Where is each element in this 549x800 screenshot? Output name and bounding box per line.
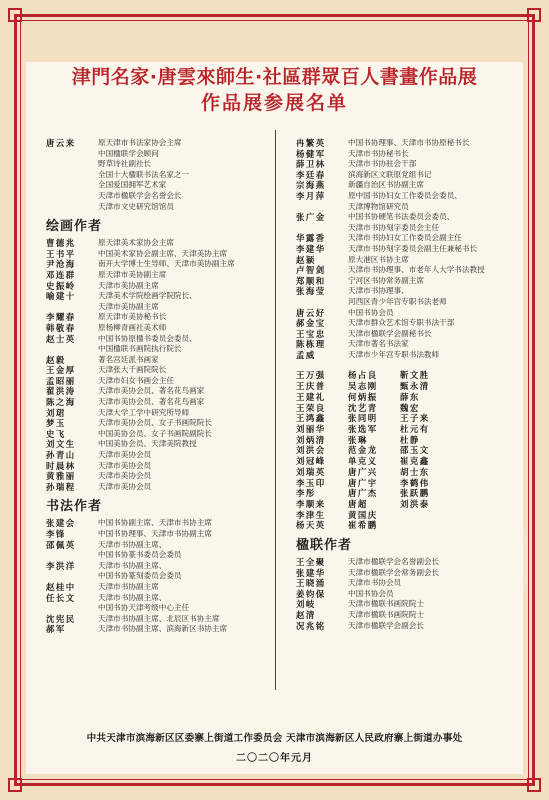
list-item: [46, 355, 270, 366]
list-item: [46, 159, 270, 170]
list-item: [46, 149, 270, 160]
list-item: [296, 329, 516, 340]
list-item: [296, 202, 516, 213]
artist-title: 中国美协会员、天津美院教授: [98, 439, 197, 449]
artist-name: 邵佩英: [46, 539, 76, 550]
list-item: [296, 610, 516, 621]
name-grid-row: [296, 467, 516, 478]
artist-title: 中国书协原楹书委员会委员、: [98, 333, 197, 343]
artist-name: 卢智剑: [296, 265, 326, 276]
artist-name: 王晓涌: [296, 578, 326, 589]
artist-title: 天津博物馆研究员: [348, 201, 409, 211]
list-item: [46, 450, 270, 461]
list-item: [296, 244, 516, 255]
artist-title: 天津市书协刻字委员会主任: [348, 222, 440, 232]
member-name: 唐超: [348, 498, 368, 509]
name-grid-row: [296, 445, 516, 456]
artist-title: 天津市楹联学会副会长: [348, 620, 424, 630]
member-name: 张跃鹏: [400, 488, 430, 499]
artist-name: [46, 191, 98, 202]
artist-title: 宁河区书协常务副主席: [348, 275, 424, 285]
member-name: 崔克鑫: [400, 456, 430, 467]
name-grid-row: [296, 435, 516, 446]
artist-title: 原天津市美协秘书长: [98, 312, 167, 322]
artist-name: 宗海燕: [296, 180, 326, 191]
artist-name: 华露香: [296, 233, 326, 244]
artist-name: 王宝忠: [296, 328, 326, 339]
list-item: [46, 397, 270, 408]
artist-title: 天津市楹联书画院院士: [348, 599, 424, 609]
artist-title: 天津市楹联学会副秘书长: [348, 328, 432, 338]
list-item: [296, 223, 516, 234]
poster-subtitle: 作品展参展名单: [200, 92, 348, 114]
artist-title: 天津市书协驻会干部: [348, 159, 417, 169]
artist-name: 刘岐: [296, 599, 316, 610]
artist-name: 李锋: [46, 529, 66, 539]
list-item: [296, 265, 516, 276]
artist-name: 史飞: [46, 428, 66, 439]
artist-title: 天津市美协会员: [98, 460, 152, 470]
name-grid-row: [296, 499, 516, 510]
artist-title: 天津市楹联学会常务副会长: [348, 567, 440, 577]
artist-title: 全国十大楹联书法名家之一: [98, 169, 190, 179]
artist-name: 陈之海: [46, 397, 76, 408]
artist-name: [46, 170, 98, 181]
date-line: 二〇二〇年元月: [236, 753, 313, 764]
list-item: [46, 344, 270, 355]
artist-name: 冉繁英: [296, 138, 326, 148]
artist-name: 李洪洋: [46, 560, 76, 571]
artist-name: [296, 297, 348, 308]
artist-title: 天津市美协副主席: [98, 280, 159, 290]
artist-name: 张建华: [296, 567, 326, 578]
painting-section-header: 绘画作者: [46, 219, 103, 235]
artist-name: 孙瑞程: [46, 481, 76, 492]
list-item: [46, 191, 270, 202]
member-name: 王建礼: [296, 391, 326, 402]
artist-name: [46, 550, 98, 561]
list-item: [46, 180, 270, 191]
member-name: 张同明: [348, 413, 378, 424]
artist-title: 天津市书协副主席、: [98, 560, 167, 570]
list-item: [296, 308, 516, 319]
member-name: 胡士东: [400, 466, 430, 477]
list-item: [46, 624, 270, 635]
member-name: 刘瑞英: [296, 466, 326, 477]
member-name: 李彤: [296, 488, 316, 499]
member-name: 李顺来: [296, 498, 326, 509]
artist-title: 中国书协副主席、天津市书协主席: [98, 518, 212, 528]
name-grid-row: [296, 520, 516, 531]
member-name: 唐广宇: [348, 477, 378, 488]
artist-name: 郝金宝: [296, 318, 326, 329]
member-name: 张选军: [348, 423, 378, 434]
artist-title: 天津市群众艺术馆专职书法干部: [348, 318, 455, 328]
list-item: [46, 439, 270, 450]
list-item: [46, 603, 270, 614]
list-item: [46, 518, 270, 529]
list-item: [296, 286, 516, 297]
artist-name: 王全聚: [296, 557, 326, 568]
artist-name: [46, 159, 98, 170]
artist-name: 张建会: [46, 518, 76, 529]
corner-ornament: [527, 8, 541, 22]
artist-title: 原大港区书协主席: [348, 254, 409, 264]
list-item: [46, 138, 270, 149]
artist-title: 中国美协会员、女子书画院副院长: [98, 428, 212, 438]
member-name: 靳文胜: [400, 370, 430, 381]
artist-name: 郑顺和: [296, 275, 326, 286]
list-item: [296, 191, 516, 202]
artist-title: 天津市书协副主席、北辰区书协主席: [98, 613, 220, 623]
artist-name: [46, 202, 98, 213]
artist-name: [46, 344, 98, 355]
artist-name: 黄雅丽: [46, 471, 76, 482]
artist-name: [296, 223, 348, 234]
artist-name: 张海莹: [296, 286, 326, 297]
artist-name: 赵颖: [296, 254, 316, 265]
artist-name: 张广金: [296, 212, 326, 223]
list-item: [296, 276, 516, 287]
member-name: 黄国庆: [348, 509, 378, 520]
poster-title: 津門名家·唐雲來師生·社區群眾百人書畫作品展: [71, 66, 478, 88]
list-item: [46, 550, 270, 561]
member-name: 刘炳清: [296, 434, 326, 445]
artist-name: 李廷春: [296, 169, 326, 180]
artist-name: 孟威: [296, 349, 316, 360]
list-item: [296, 159, 516, 170]
member-name: 杜静: [400, 434, 420, 445]
artist-name: 曹德兆: [46, 238, 76, 249]
artist-title: 著名宫廷派书画家: [98, 354, 159, 364]
list-item: [296, 568, 516, 579]
member-name: 甄永清: [400, 381, 430, 392]
artist-title: 原中国书协妇女工作委员会委员、: [348, 190, 462, 200]
member-name: 王庆普: [296, 381, 326, 392]
member-name: 王子来: [400, 413, 430, 424]
list-item: [46, 471, 270, 482]
artist-title: 天津市书协理事、: [348, 286, 409, 296]
list-item: [46, 418, 270, 429]
artist-title: 野草诗社副社长: [98, 159, 152, 169]
artist-name: 梦玉: [46, 418, 66, 429]
artist-name: 沈宪民: [46, 613, 76, 624]
member-name: 王荣良: [296, 402, 326, 413]
list-item: [296, 339, 516, 350]
painting-list: [46, 238, 270, 492]
member-name: 唐广兴: [348, 466, 378, 477]
artist-title: 天津市美协会员: [98, 450, 152, 460]
member-name: 沈艺青: [348, 402, 378, 413]
list-item: [46, 334, 270, 345]
artist-name: 李月萍: [296, 190, 326, 201]
member-name: 刘冠峰: [296, 456, 326, 467]
list-item: [46, 281, 270, 292]
artist-title: 天津市美协会员: [98, 471, 152, 481]
list-item: [296, 589, 516, 600]
founder-entry: [46, 138, 270, 212]
artist-title: 天津美术学院绘画学院院长、: [98, 291, 197, 301]
artist-title: 天津市美协会员、著名花鸟画家: [98, 386, 205, 396]
list-item: [46, 365, 270, 376]
artist-title: 天津市书协妇女工作委员会副主任: [348, 233, 462, 243]
artist-name: 喻建十: [46, 291, 76, 302]
artist-title: 天津市楹联书画院院士: [348, 609, 424, 619]
name-grid-row: [296, 413, 516, 424]
member-name: 单克义: [348, 456, 378, 467]
list-item: [296, 180, 516, 191]
member-name: 邵玉文: [400, 445, 430, 456]
member-name: 王万强: [296, 370, 326, 381]
list-item: [296, 170, 516, 181]
artist-name: 赵毅: [46, 354, 66, 365]
member-name: 崔希鹏: [348, 520, 378, 531]
list-item: [46, 582, 270, 593]
artist-name: 刘珺: [46, 407, 66, 418]
artist-title: 天津市美协副主席: [98, 301, 159, 311]
artist-title: 中国美术家协会副主席、天津美协主席: [98, 248, 228, 258]
artist-name: [296, 202, 348, 213]
list-item: [46, 376, 270, 387]
calligraphy-list: [46, 518, 270, 635]
member-name: [400, 510, 452, 521]
artist-title: 中国书协天津考级中心主任: [98, 603, 190, 613]
artist-name: 姜钧保: [296, 588, 326, 599]
name-grid-row: [296, 424, 516, 435]
artist-name: 赵清: [296, 609, 316, 620]
name-grid-row: [296, 488, 516, 499]
artist-title: 中国书协篆刻委员会委员: [98, 571, 182, 581]
artist-title: 天津市书协会员: [348, 578, 402, 588]
artist-title: 新疆自治区书协副主席: [348, 180, 424, 190]
artist-title: 中国楹联书画院执行院长: [98, 344, 182, 354]
list-item: [46, 202, 270, 213]
artist-title: 中国书协理事、天津市书协副主席: [98, 529, 212, 538]
list-item: [46, 259, 270, 270]
name-grid-row: [296, 370, 516, 381]
artist-name: 陈栋理: [296, 339, 326, 350]
artist-name: 李建华: [296, 243, 326, 254]
list-item: [296, 212, 516, 223]
artist-title: 天津市著名书法家: [348, 339, 409, 349]
artist-name: 况兆铭: [296, 620, 326, 631]
corner-ornament: [8, 8, 22, 22]
artist-name: 尹沧海: [46, 259, 76, 270]
artist-name: [46, 149, 98, 160]
artist-title: 中国书协理事、天津市书协原秘书长: [348, 138, 470, 147]
member-name: 杜元有: [400, 423, 430, 434]
list-item: [46, 561, 270, 572]
list-item: [296, 350, 516, 361]
member-name: 刘丽华: [296, 423, 326, 434]
list-item: [46, 270, 270, 281]
artist-name: 孙青山: [46, 450, 76, 461]
artist-name: 史振岭: [46, 280, 76, 291]
artist-title: 天津市少年宫专职书法教师: [348, 349, 440, 359]
list-item: [46, 429, 270, 440]
artist-title: 原天津市美协副主席: [98, 269, 167, 279]
member-name: 薛东: [400, 391, 420, 402]
artist-title: 原天津美术家协会主席: [98, 238, 174, 248]
corner-ornament: [527, 778, 541, 792]
couplet-section-header: 楹联作者: [296, 538, 353, 554]
list-item: [46, 386, 270, 397]
member-name: 王鸿鑫: [296, 413, 326, 424]
list-item: [296, 621, 516, 632]
artist-name: 杨健军: [296, 148, 326, 159]
artist-name: 孟昭丽: [46, 375, 76, 386]
artist-name: 李耀春: [46, 312, 76, 323]
artist-name: 时晨林: [46, 460, 76, 471]
artist-title: 天津市书协秘书长: [348, 148, 409, 158]
name-grid-row: [296, 478, 516, 489]
list-item: [46, 571, 270, 582]
list-item: [296, 599, 516, 610]
artist-title: 天津市妇女书画会主任: [98, 375, 174, 385]
artist-title: 天津市楹联学会名誉会长: [98, 190, 182, 200]
artist-title: 天津市美协会员: [98, 481, 152, 491]
list-item: [296, 297, 516, 308]
artist-name: 邓连群: [46, 269, 76, 280]
list-item: [296, 149, 516, 160]
artist-title: 天津市文史研究馆馆员: [98, 201, 174, 211]
couplet-list: [296, 557, 516, 631]
artist-name: 薛卫林: [296, 159, 326, 170]
artist-name: 唐云好: [296, 307, 326, 318]
artist-name: 唐云来: [46, 138, 76, 148]
list-item: [296, 233, 516, 244]
list-item: [46, 593, 270, 604]
artist-name: 王书平: [46, 248, 76, 259]
artist-title: 中国书协会员: [348, 307, 394, 317]
artist-title: 南开大学博士生导师、天津市美协副主席: [98, 259, 235, 269]
name-grid-row: [296, 381, 516, 392]
artist-title: 天津市书协副主席、滨海新区书协主席: [98, 624, 228, 634]
list-item: [296, 255, 516, 266]
artist-name: 刘文生: [46, 439, 76, 450]
artist-title: 天津市书协副主席: [98, 581, 159, 591]
member-name: 何炳振: [348, 391, 378, 402]
member-name: 吴志刚: [348, 381, 378, 392]
member-name: 李鹤伟: [400, 477, 430, 488]
list-item: [46, 238, 270, 249]
member-name: 范金龙: [348, 445, 378, 456]
list-item: [46, 482, 270, 493]
left-column: [46, 138, 270, 635]
list-item: [46, 302, 270, 313]
member-name: 杨占良: [348, 370, 378, 381]
member-name: 刘洪泰: [400, 498, 430, 509]
calligraphy-section-header: 书法作者: [46, 499, 103, 515]
artist-title: 原杨柳青画社美术师: [98, 322, 167, 332]
artist-title: 中国楹联学会顾问: [98, 148, 159, 158]
member-name: 刘洪会: [296, 445, 326, 456]
artist-title: 天津大学工学中研究所导师: [98, 407, 190, 417]
member-name: 杨天英: [296, 520, 326, 531]
artist-title: 天津市美协会员、女子书画院院长: [98, 418, 212, 428]
list-item: [46, 249, 270, 260]
member-name: 张琳: [348, 434, 368, 445]
artist-name: [46, 571, 98, 582]
list-item: [296, 578, 516, 589]
name-grid-row: [296, 392, 516, 403]
artist-name: 赵桂中: [46, 581, 76, 592]
artist-title: 天津市楹联学会名誉副会长: [348, 557, 440, 567]
list-item: [46, 408, 270, 419]
right-column: [296, 138, 516, 631]
artist-title: 中国书协硬笔书法委员会委员、: [348, 212, 455, 222]
list-item: [46, 529, 270, 540]
artist-title: 滨海新区文联原党组书记: [348, 169, 432, 179]
artist-title: 全国爱国拥军艺术家: [98, 180, 167, 190]
member-name: 魏宏: [400, 402, 420, 413]
artist-title: 天津市书协刻字委员会副主任兼秘书长: [348, 243, 478, 253]
artist-name: [46, 603, 98, 614]
list-item: [46, 170, 270, 181]
corner-ornament: [8, 778, 22, 792]
organizer-line: 中共天津市滨海新区区委寨上街道工作委员会 天津市滨海新区人民政府寨上街道办事处: [86, 733, 463, 744]
artist-name: 王金厚: [46, 365, 76, 376]
name-grid-row: [296, 403, 516, 414]
list-item: [296, 138, 516, 149]
artist-name: [46, 180, 98, 191]
artist-name: 韩敬春: [46, 322, 76, 333]
list-item: [46, 461, 270, 472]
artist-name: 郝军: [46, 624, 66, 635]
artist-title: 天津市美协会员、著名花鸟画家: [98, 397, 205, 407]
list-item: [296, 318, 516, 329]
artist-title: 河西区青少年宫专职书法老师: [348, 296, 447, 306]
list-item: [296, 557, 516, 568]
member-name: 李津生: [296, 509, 326, 520]
artist-title: 天津张大千画院院长: [98, 365, 167, 375]
member-name: [400, 520, 452, 531]
name-grid-row: [296, 456, 516, 467]
artist-title: 中国书协篆书委员会委员: [98, 550, 182, 560]
column-divider: [275, 130, 276, 690]
artist-title: 原天津市书法家协会主席: [98, 138, 182, 147]
name-grid-row: [296, 510, 516, 521]
artist-name: 任长文: [46, 592, 76, 603]
list-item: [46, 291, 270, 302]
artist-title: 天津市书协理事、市老年人大学书法教授: [348, 265, 485, 275]
member-name: 唐广杰: [348, 488, 378, 499]
member-name: 李玉印: [296, 477, 326, 488]
artist-name: 翟洪涛: [46, 386, 76, 397]
list-item: [46, 312, 270, 323]
artist-title: 天津市书协副主席、: [98, 539, 167, 549]
calligraphy-list-continued: [296, 138, 516, 360]
member-name-grid: [296, 370, 516, 531]
artist-title: 天津市书协副主席、: [98, 592, 167, 602]
list-item: [46, 540, 270, 551]
artist-name: 赵士英: [46, 333, 76, 344]
artist-title: 中国书协会员: [348, 588, 394, 598]
artist-name: [46, 302, 98, 313]
list-item: [46, 323, 270, 334]
list-item: [46, 614, 270, 625]
